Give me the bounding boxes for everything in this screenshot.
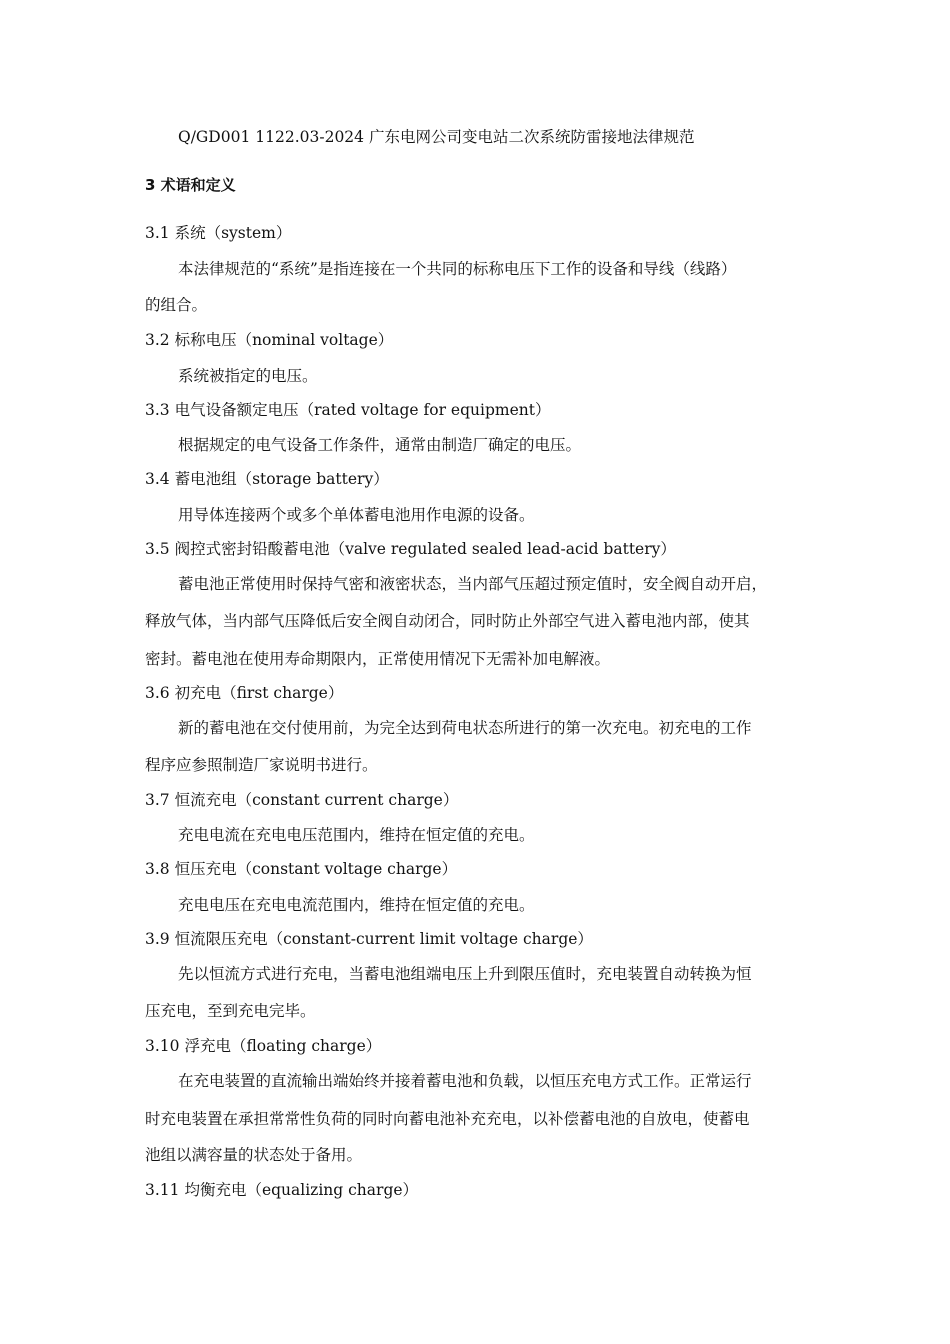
term-definition-line: 时充电装置在承担常常性负荷的同时向蓄电池补充充电，以补偿蓄电池的自放电，使蓄电	[145, 1110, 750, 1128]
section-title: 3 术语和定义	[145, 176, 236, 194]
term-definition-line: 的组合。	[145, 296, 208, 314]
term-definition-line: 压充电，至到充电完毕。	[145, 1002, 316, 1020]
term-heading-3-6: 3.6 初充电（first charge）	[145, 684, 344, 702]
term-definition-line: 充电电流在充电电压范围内，维持在恒定值的充电。	[178, 826, 535, 844]
term-definition-line: 新的蓄电池在交付使用前，为完全达到荷电状态所进行的第一次充电。初充电的工作	[178, 719, 752, 737]
term-heading-3-7: 3.7 恒流充电（constant current charge）	[145, 791, 459, 809]
term-definition-line: 释放气体，当内部气压降低后安全阀自动闭合，同时防止外部空气进入蓄电池内部，使其	[145, 612, 750, 630]
term-definition-line: 池组以满容量的状态处于备用。	[145, 1146, 363, 1164]
term-definition-line: 在充电装置的直流输出端始终并接着蓄电池和负载，以恒压充电方式工作。正常运行	[178, 1072, 752, 1090]
term-heading-3-11: 3.11 均衡充电（equalizing charge）	[145, 1181, 419, 1199]
term-definition-line: 本法律规范的“系统”是指连接在一个共同的标称电压下工作的设备和导线（线路）	[178, 260, 737, 278]
term-heading-3-2: 3.2 标称电压（nominal voltage）	[145, 331, 394, 349]
term-definition-line: 蓄电池正常使用时保持气密和液密状态，当内部气压超过预定值时，安全阀自动开启，	[178, 575, 768, 593]
document-header: Q/GD001 1122.03-2024 广东电网公司变电站二次系统防雷接地法律规范	[178, 128, 695, 146]
term-heading-3-8: 3.8 恒压充电（constant voltage charge）	[145, 860, 458, 878]
term-heading-3-9: 3.9 恒流限压充电（constant-current limit voltage charge）	[145, 930, 593, 948]
term-definition-line: 先以恒流方式进行充电，当蓄电池组端电压上升到限压值时，充电装置自动转换为恒	[178, 965, 752, 983]
term-definition-line: 系统被指定的电压。	[178, 367, 318, 385]
term-heading-3-4: 3.4 蓄电池组（storage battery）	[145, 470, 389, 488]
term-definition-line: 根据规定的电气设备工作条件，通常由制造厂确定的电压。	[178, 436, 582, 454]
term-definition-line: 程序应参照制造厂家说明书进行。	[145, 756, 378, 774]
term-heading-3-10: 3.10 浮充电（floating charge）	[145, 1037, 382, 1055]
term-definition-line: 密封。蓄电池在使用寿命期限内，正常使用情况下无需补加电解液。	[145, 650, 611, 668]
term-heading-3-3: 3.3 电气设备额定电压（rated voltage for equipment）	[145, 401, 551, 419]
term-definition-line: 用导体连接两个或多个单体蓄电池用作电源的设备。	[178, 506, 535, 524]
term-definition-line: 充电电压在充电电流范围内，维持在恒定值的充电。	[178, 896, 535, 914]
term-heading-3-5: 3.5 阀控式密封铅酸蓄电池（valve regulated sealed lead-acid battery）	[145, 540, 676, 558]
term-heading-3-1: 3.1 系统（system）	[145, 224, 292, 242]
